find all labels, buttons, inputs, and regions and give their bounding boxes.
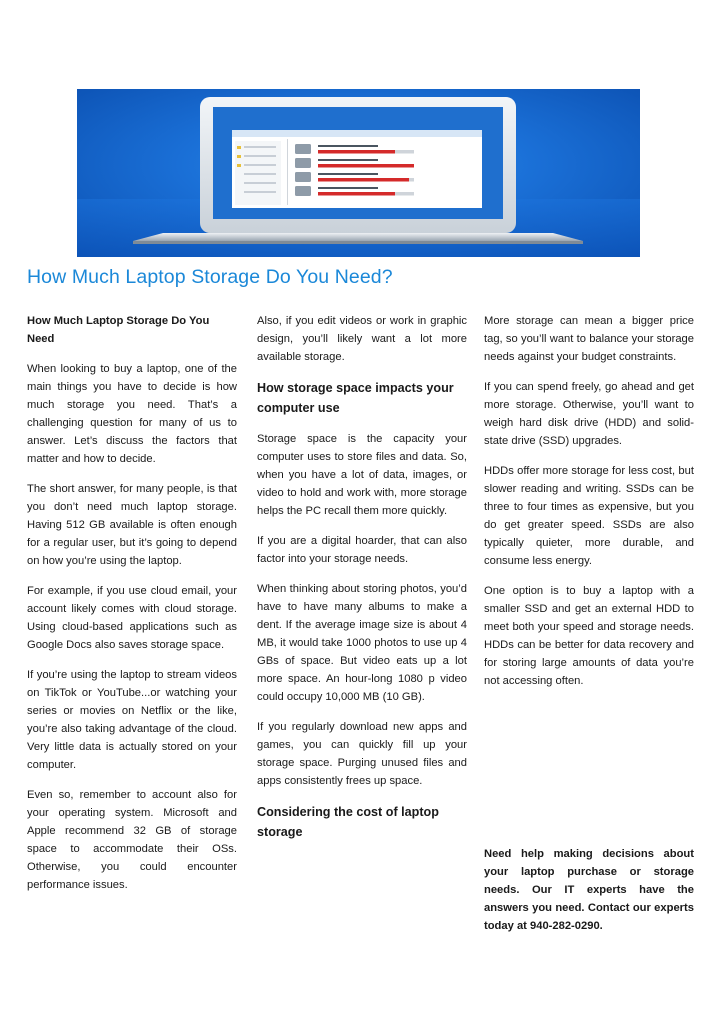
paragraph: Storage space is the capacity your computer uses to store files and data. So, when you have a lot of data, images, or video to hold and work with, more storage helps the PC recall them more quickly. [257, 433, 467, 517]
paragraph: Also, if you edit videos or work in graphic design, you’ll likely want a lot more available storage. [257, 315, 467, 363]
column-2 [257, 312, 467, 854]
call-to-action: Need help making decisions about your laptop purchase or storage needs. Our IT experts have the answers you need. Contact our experts today at 940-282-0290. [484, 848, 694, 932]
paragraph: HDDs offer more storage for less cost, but slower reading and writing. SSDs can be three to four times as expensive, but you do get greater speed. SSDs are also typically quieter, more durable, and consume less energy. [484, 465, 694, 567]
paragraph: When thinking about storing photos, you’d have to have many albums to make a dent. If the average image size is about 4 MB, it would take 1000 photos to use up 4 GBs of space. But video eats up a lot more space. An hour-long 1080 p video could occupy 10,000 MB (10 GB). [257, 583, 467, 703]
paragraph: If you can spend freely, go ahead and get more storage. Otherwise, you’ll want to weigh hard disk drive (HDD) and solid-state drive (SSD) upgrades. [484, 381, 694, 447]
paragraph: Even so, remember to account also for your operating system. Microsoft and Apple recommend 32 GB of storage space to accommodate their OSs. Otherwise, you could encounter performance issues. [27, 789, 237, 891]
paragraph: For example, if you use cloud email, your account likely comes with cloud storage. Using cloud-based applications such as Google Docs also saves storage space. [27, 585, 237, 651]
paragraph: When looking to buy a laptop, one of the main things you have to decide is how much storage you need. That’s a challenging question for many of us to answer. Let’s discuss the factors that matter and how to decide. [27, 363, 237, 465]
paragraph: If you are a digital hoarder, that can also factor into your storage needs. [257, 535, 467, 565]
page-title: How Much Laptop Storage Do You Need? [27, 266, 393, 288]
paragraph: If you regularly download new apps and games, you can quickly fill up your storage space. Purging unused files and apps consistently frees up space. [257, 721, 467, 787]
hero-image [77, 89, 640, 257]
paragraph: The short answer, for many people, is that you don’t need much laptop storage. Having 512 GB available is often enough for a regular user, but it’s going to depend on how you’re using the laptop. [27, 483, 237, 567]
section-heading-cost: Considering the cost of laptop storage [257, 805, 439, 839]
laptop-base [133, 233, 583, 241]
paragraph: If you’re using the laptop to stream videos on TikTok or YouTube...or watching your series or movies on Netflix or the like, you’re also taking advantage of the cloud. Very little data is actually stored on your computer. [27, 669, 237, 771]
intro-heading: How Much Laptop Storage Do You Need [27, 315, 210, 345]
section-heading-impact: How storage space impacts your computer use [257, 381, 454, 415]
paragraph: More storage can mean a bigger price tag, so you’ll want to balance your storage needs against your budget constraints. [484, 315, 694, 363]
column-3 [484, 312, 694, 702]
laptop-illustration [77, 89, 640, 257]
paragraph: One option is to buy a laptop with a smaller SSD and get an external HDD to meet both your speed and storage needs. HDDs can be better for data recovery and for storing large amounts of data you’re not accessing often. [484, 585, 694, 687]
column-1 [27, 312, 237, 906]
